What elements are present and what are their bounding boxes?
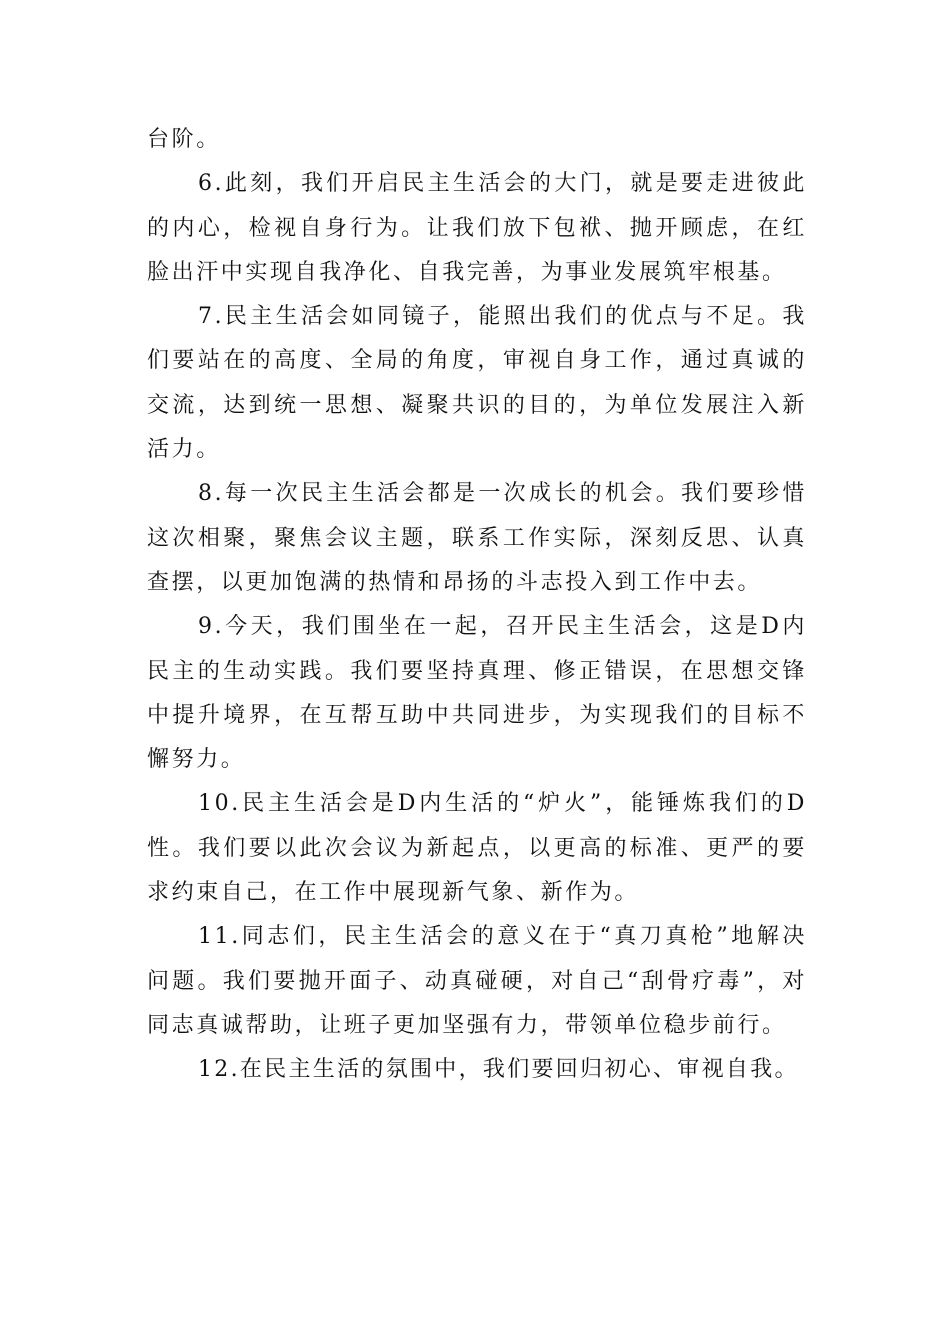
paragraph-9: 9.今天，我们围坐在一起，召开民主生活会，这是D内民主的生动实践。我们要坚持真理、修正错误，在思想交锋中提升境界，在互帮互助中共同进步，为实现我们的目标不懈努力。 [147,614,807,773]
paragraph-6: 6.此刻，我们开启民主生活会的大门，就是要走进彼此的内心，检视自身行为。让我们放下包袱、抛开顾虑，在红脸出汗中实现自我净化、自我完善，为事业发展筑牢根基。 [147,171,807,285]
document-page [147,118,807,1093]
paragraph-12: 12.在民主生活的氛围中，我们要回归初心、审视自我。 [198,1057,799,1083]
paragraph-7: 7.民主生活会如同镜子，能照出我们的优点与不足。我们要站在的高度、全局的角度，审视自身工作，通过真诚的交流，达到统一思想、凝聚共识的目的，为单位发展注入新活力。 [147,304,807,463]
paragraph-continuation: 台阶。 [147,127,221,152]
paragraph-8: 8.每一次民主生活会都是一次成长的机会。我们要珍惜这次相聚，聚焦会议主题，联系工作实际，深刻反思、认真查摆，以更加饱满的热情和昂扬的斗志投入到工作中去。 [147,481,807,595]
paragraph-10: 10.民主生活会是D内生活的“炉火”，能锤炼我们的D性。我们要以此次会议为新起点，以更高的标准、更严的要求约束自己，在工作中展现新气象、新作为。 [147,791,807,906]
paragraph-11: 11.同志们，民主生活会的意义在于“真刀真枪”地解决问题。我们要抛开面子、动真碰硬，对自己“刮骨疗毒”，对同志真诚帮助，让班子更加坚强有力，带领单位稳步前行。 [147,924,807,1038]
